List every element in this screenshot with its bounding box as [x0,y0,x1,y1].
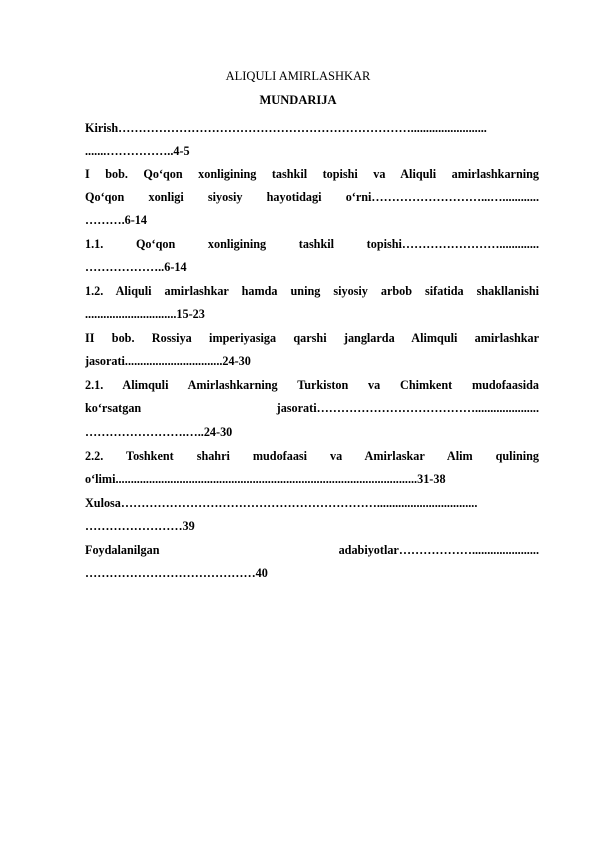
toc-line-section-2-2: 2.2. Toshkent shahri mudofaasi va Amirlaskar Alim qulining [85,449,539,463]
toc-line-chapter-2-page: jasorati................................24-30 [85,354,251,368]
toc-line-section-2-1: 2.1. Alimquli Amirlashkarning Turkiston va Chimkent mudofaasida [85,378,539,392]
toc-line-bibliography-page: ……………………………………40 [85,566,268,580]
toc-line-chapter-1: I bob. Qo‘qon xonligining tashkil topishi va Aliquli amirlashkarning [85,167,539,181]
toc-line-section-1-2: 1.2. Aliquli amirlashkar hamda uning siyosiy arbob sifatida shakllanishi [85,284,539,298]
toc-line-chapter-2: II bob. Rossiya imperiyasiga qarshi janglarda Alimquli amirlashkar [85,331,539,345]
toc-line-xulosa: Xulosa………………………………………………………................................. [85,496,478,510]
toc-line-section-1-1-page: ………………..6-14 [85,260,187,274]
toc-line-chapter-1-cont: Qo‘qon xonligi siyosiy hayotidagi o‘rni………………………...…............ [85,190,539,204]
toc-line-section-1-2-page: ..............................15-23 [85,307,205,321]
toc-line-section-1-1: 1.1. Qo‘qon xonligining tashkil topishi……………………............. [85,237,539,251]
toc-line-kirish: Kirish………………………………………………………………......................... [85,121,487,135]
toc-line-section-2-1-page: …………………….…..24-30 [85,425,233,439]
toc-line-xulosa-page: ……………………39 [85,519,195,533]
toc-line-section-2-2-page: o‘limi...................................................................................................31-38 [85,472,446,486]
toc-line-chapter-1-page: ……….6-14 [85,213,147,227]
document-title: ALIQULI AMIRLASHKAR [225,69,371,83]
toc-heading: MUNDARIJA [259,93,337,107]
toc-line-section-2-1-cont: ko‘rsatgan jasorati…………………………………..................... [85,401,539,415]
toc-line-bibliography: Foydalanilgan adabiyotlar………………...................... [85,543,539,557]
toc-line-kirish-page: .......……………..4-5 [85,144,190,158]
